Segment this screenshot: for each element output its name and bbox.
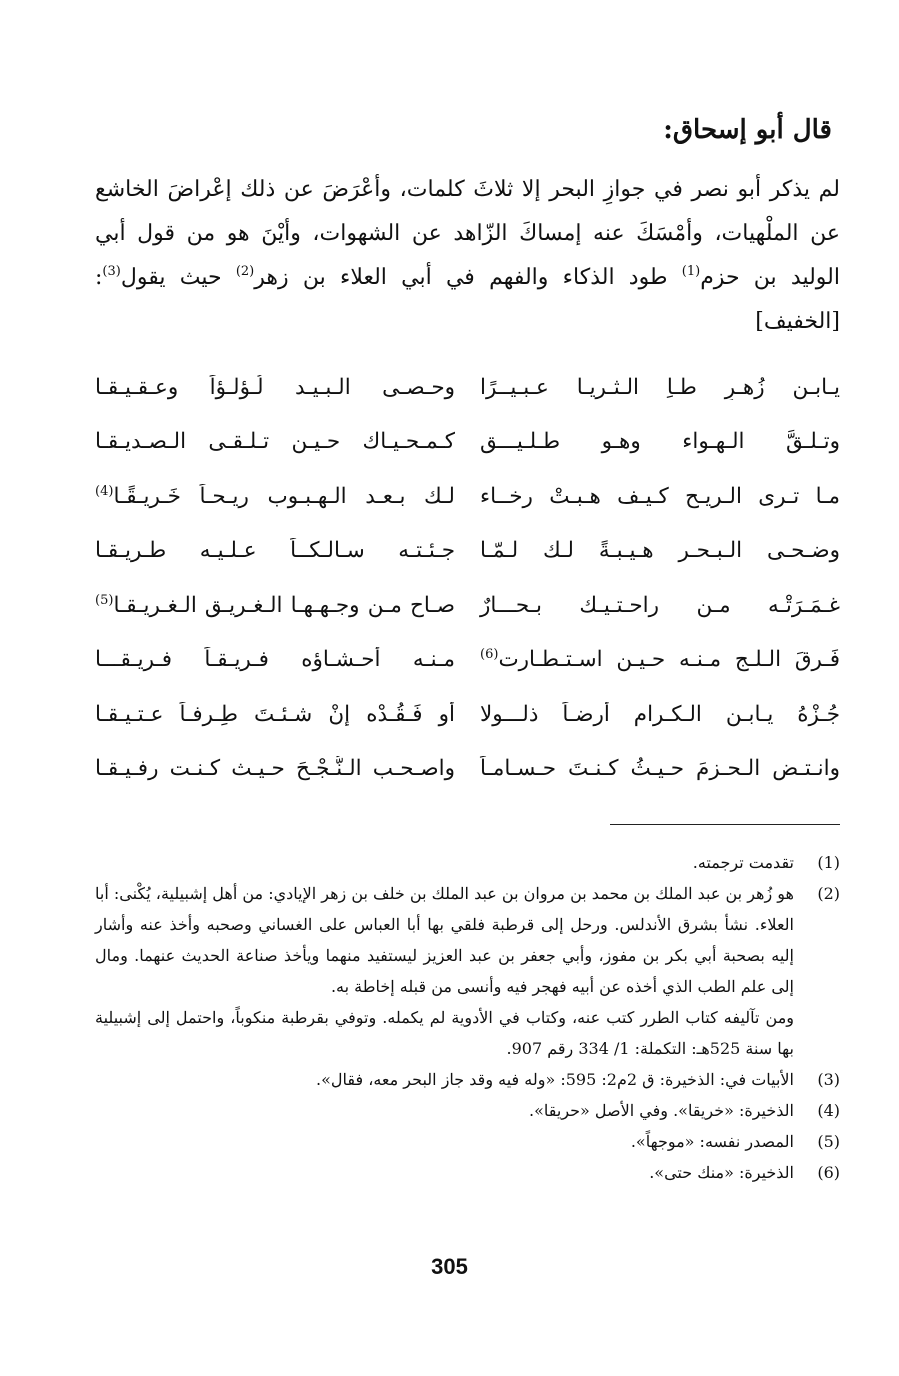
footnotes	[95, 847, 840, 1188]
footnote-ref-2: (2)	[235, 264, 255, 279]
page-number: 305	[431, 1254, 468, 1279]
verse-second-text: صـاح مـن وجـهـهـا الـغـريـق الـغـريـقـا	[113, 592, 455, 618]
paragraph-text-4: : [الخفيف]	[95, 265, 840, 334]
footnote	[95, 1095, 840, 1126]
verse-first-hemistich: يـابـن زُهـرٍ طـاِ الـثـريـا عـبـيــرًا	[480, 374, 840, 400]
footnote-number: (4)	[817, 1101, 840, 1120]
footnote-number: (5)	[817, 1132, 840, 1151]
page-body	[95, 110, 840, 1188]
footnote-ref-4: (4)	[95, 483, 114, 499]
verse-second-hemistich	[95, 593, 455, 618]
verse-second-hemistich	[95, 375, 455, 400]
verse-second-hemistich: أو فَـقُـدْه إنْ شـئـتَ طِـرفـاً عـتـيـقـا	[95, 701, 455, 727]
footnote-ref-5: (5)	[95, 592, 114, 608]
verse-first-hemistich: غـمَـرَتْـه مـن راحـتـيـك بـحـــارٌ	[480, 592, 840, 618]
footnote-continuation	[95, 1002, 840, 1064]
footnote-text: الذخيرة: «منك حتى».	[649, 1163, 794, 1182]
poem-verse	[95, 469, 840, 524]
footnote-text: الأبيات في: الذخيرة: ق 2م2: 595: «وله فيه وقد جاز البحر معه، فقال».	[315, 1070, 794, 1089]
footnote-text: الذخيرة: «خريقا». وفي الأصل «حريقا».	[529, 1101, 794, 1120]
poem-verse	[95, 687, 840, 742]
footnote-number	[794, 1002, 840, 1064]
verse-first-hemistich: جُـزْهُ يـابـن الـكـرام أرضـاً ذلـــولا	[480, 701, 840, 727]
verse-first-hemistich: مـا تـرى الـريـح كـيـف هـبـتْ رخــاء	[480, 483, 840, 509]
footnote-number: (2)	[817, 884, 840, 903]
verse-second-text: وحـصـى الـبـيـد لُـؤلـؤاً وعـقـيـقـا	[95, 374, 455, 400]
verse-second-hemistich	[95, 429, 455, 454]
footnote-number: (6)	[817, 1163, 840, 1182]
poem	[95, 360, 840, 796]
footnote	[95, 847, 840, 878]
footnote-number: (1)	[817, 853, 840, 872]
footnote	[95, 878, 840, 1002]
verse-first-hemistich: وانـتـض الـحـزمَ حـيـثُ كـنـتَ حـسـامـاً	[480, 756, 840, 782]
footnote-ref-3: (3)	[102, 264, 121, 279]
footnote-text: هو زُهر بن عبد الملك بن محمد بن مروان بن عبد الملك بن خلف بن زهر الإيادي: من أهل إشبيلية، يُكْنى: أبا العلاء. نشأ بشرق الأندلس. ورحل إلى قرطبة فلقي بها أبا العباس على الغساني وصحبه وأخذ عنه وأشار إليه بصحبة أبي بكر بن مفوز، وأبي جعفر بن عبد العزيز ليستفيد منهما ويأخذ صناعة الحديث عنهما. ومال إلى علم الطب الذي أخذه عن أبيه فهجر فيه وأنسى من قبله إخاطة به.	[95, 884, 794, 996]
verse-first-hemistich: وتـلـقَّ الـهـواء وهـو طـلـيـــق	[480, 429, 840, 455]
intro-paragraph	[95, 168, 840, 344]
verse-first-hemistich	[455, 647, 840, 672]
verse-second-hemistich: مـنـه أحـشـاؤه فـريـقـاً فـريـقـــا	[95, 647, 455, 673]
poem-verse	[95, 415, 840, 470]
verse-second-hemistich	[95, 538, 455, 563]
poem-verse	[95, 524, 840, 579]
footnote	[95, 1157, 840, 1188]
section-heading: قال أبو إسحاق:	[663, 115, 832, 145]
footnote	[95, 1126, 840, 1157]
footnote-ref-6: (6)	[480, 647, 499, 663]
verse-second-hemistich: واصـحـب الـنُّـجْـحَ حـيـث كـنـت رفـيـقـا	[95, 756, 455, 782]
verse-second-text: لـك بـعـد الـهـبـوب ريـحـاً خَـريـقًـا	[113, 483, 455, 509]
poem-verse	[95, 742, 840, 797]
poem-verse	[95, 633, 840, 688]
footnote-ref-1: (1)	[681, 264, 701, 279]
footnote-text: المصدر نفسه: «موجهاً».	[630, 1132, 794, 1151]
footnote-divider	[610, 824, 840, 825]
paragraph-text-2: طود الذكاء والفهم في أبي العلاء بن زهر	[254, 265, 682, 290]
verse-second-text: جـئـتـه سـالـكــاً عـلـيـه طـريـقـا	[95, 538, 455, 564]
poem-verse	[95, 360, 840, 415]
footnote	[95, 1064, 840, 1095]
verse-first-text: فَـرِقَ الـلـج مـنـه حـيـن اسـتـطـارت	[498, 647, 840, 673]
paragraph-text-1: لم يذكر أبو نصر في جوازِ البحر إلا ثلاثَ كلمات، وأعْرَضَ عن ذلك إعْراضَ الخاشع عن الملْهيات، وأمْسَكَ عنه إمساكَ الزّاهد عن الشهوات، وأيْنَ هو من قول أبي الوليد بن حزم	[95, 177, 840, 290]
verse-second-text: كـمـحـيـاك حـيـن تـلـقـى الـصـديـقـا	[95, 429, 455, 455]
paragraph-text-3: حيث يقول	[120, 265, 236, 290]
footnote-text: ومن تآليفه كتاب الطرر كتب عنه، وكتاب في الأدوية لم يكمله. وتوفي بقرطبة منكوباً، واحتمل إلى إشبيلية بها سنة 525هـ: التكملة: 1/ 334 رقم 907.	[95, 1008, 794, 1058]
verse-first-hemistich: وضـحـى الـبـحـر هـيـبـةً لـك لـمّـا	[480, 538, 840, 564]
footnote-number: (3)	[817, 1070, 840, 1089]
verse-second-hemistich	[95, 484, 455, 509]
footnote-text: تقدمت ترجمته.	[692, 853, 794, 872]
poem-verse	[95, 578, 840, 633]
